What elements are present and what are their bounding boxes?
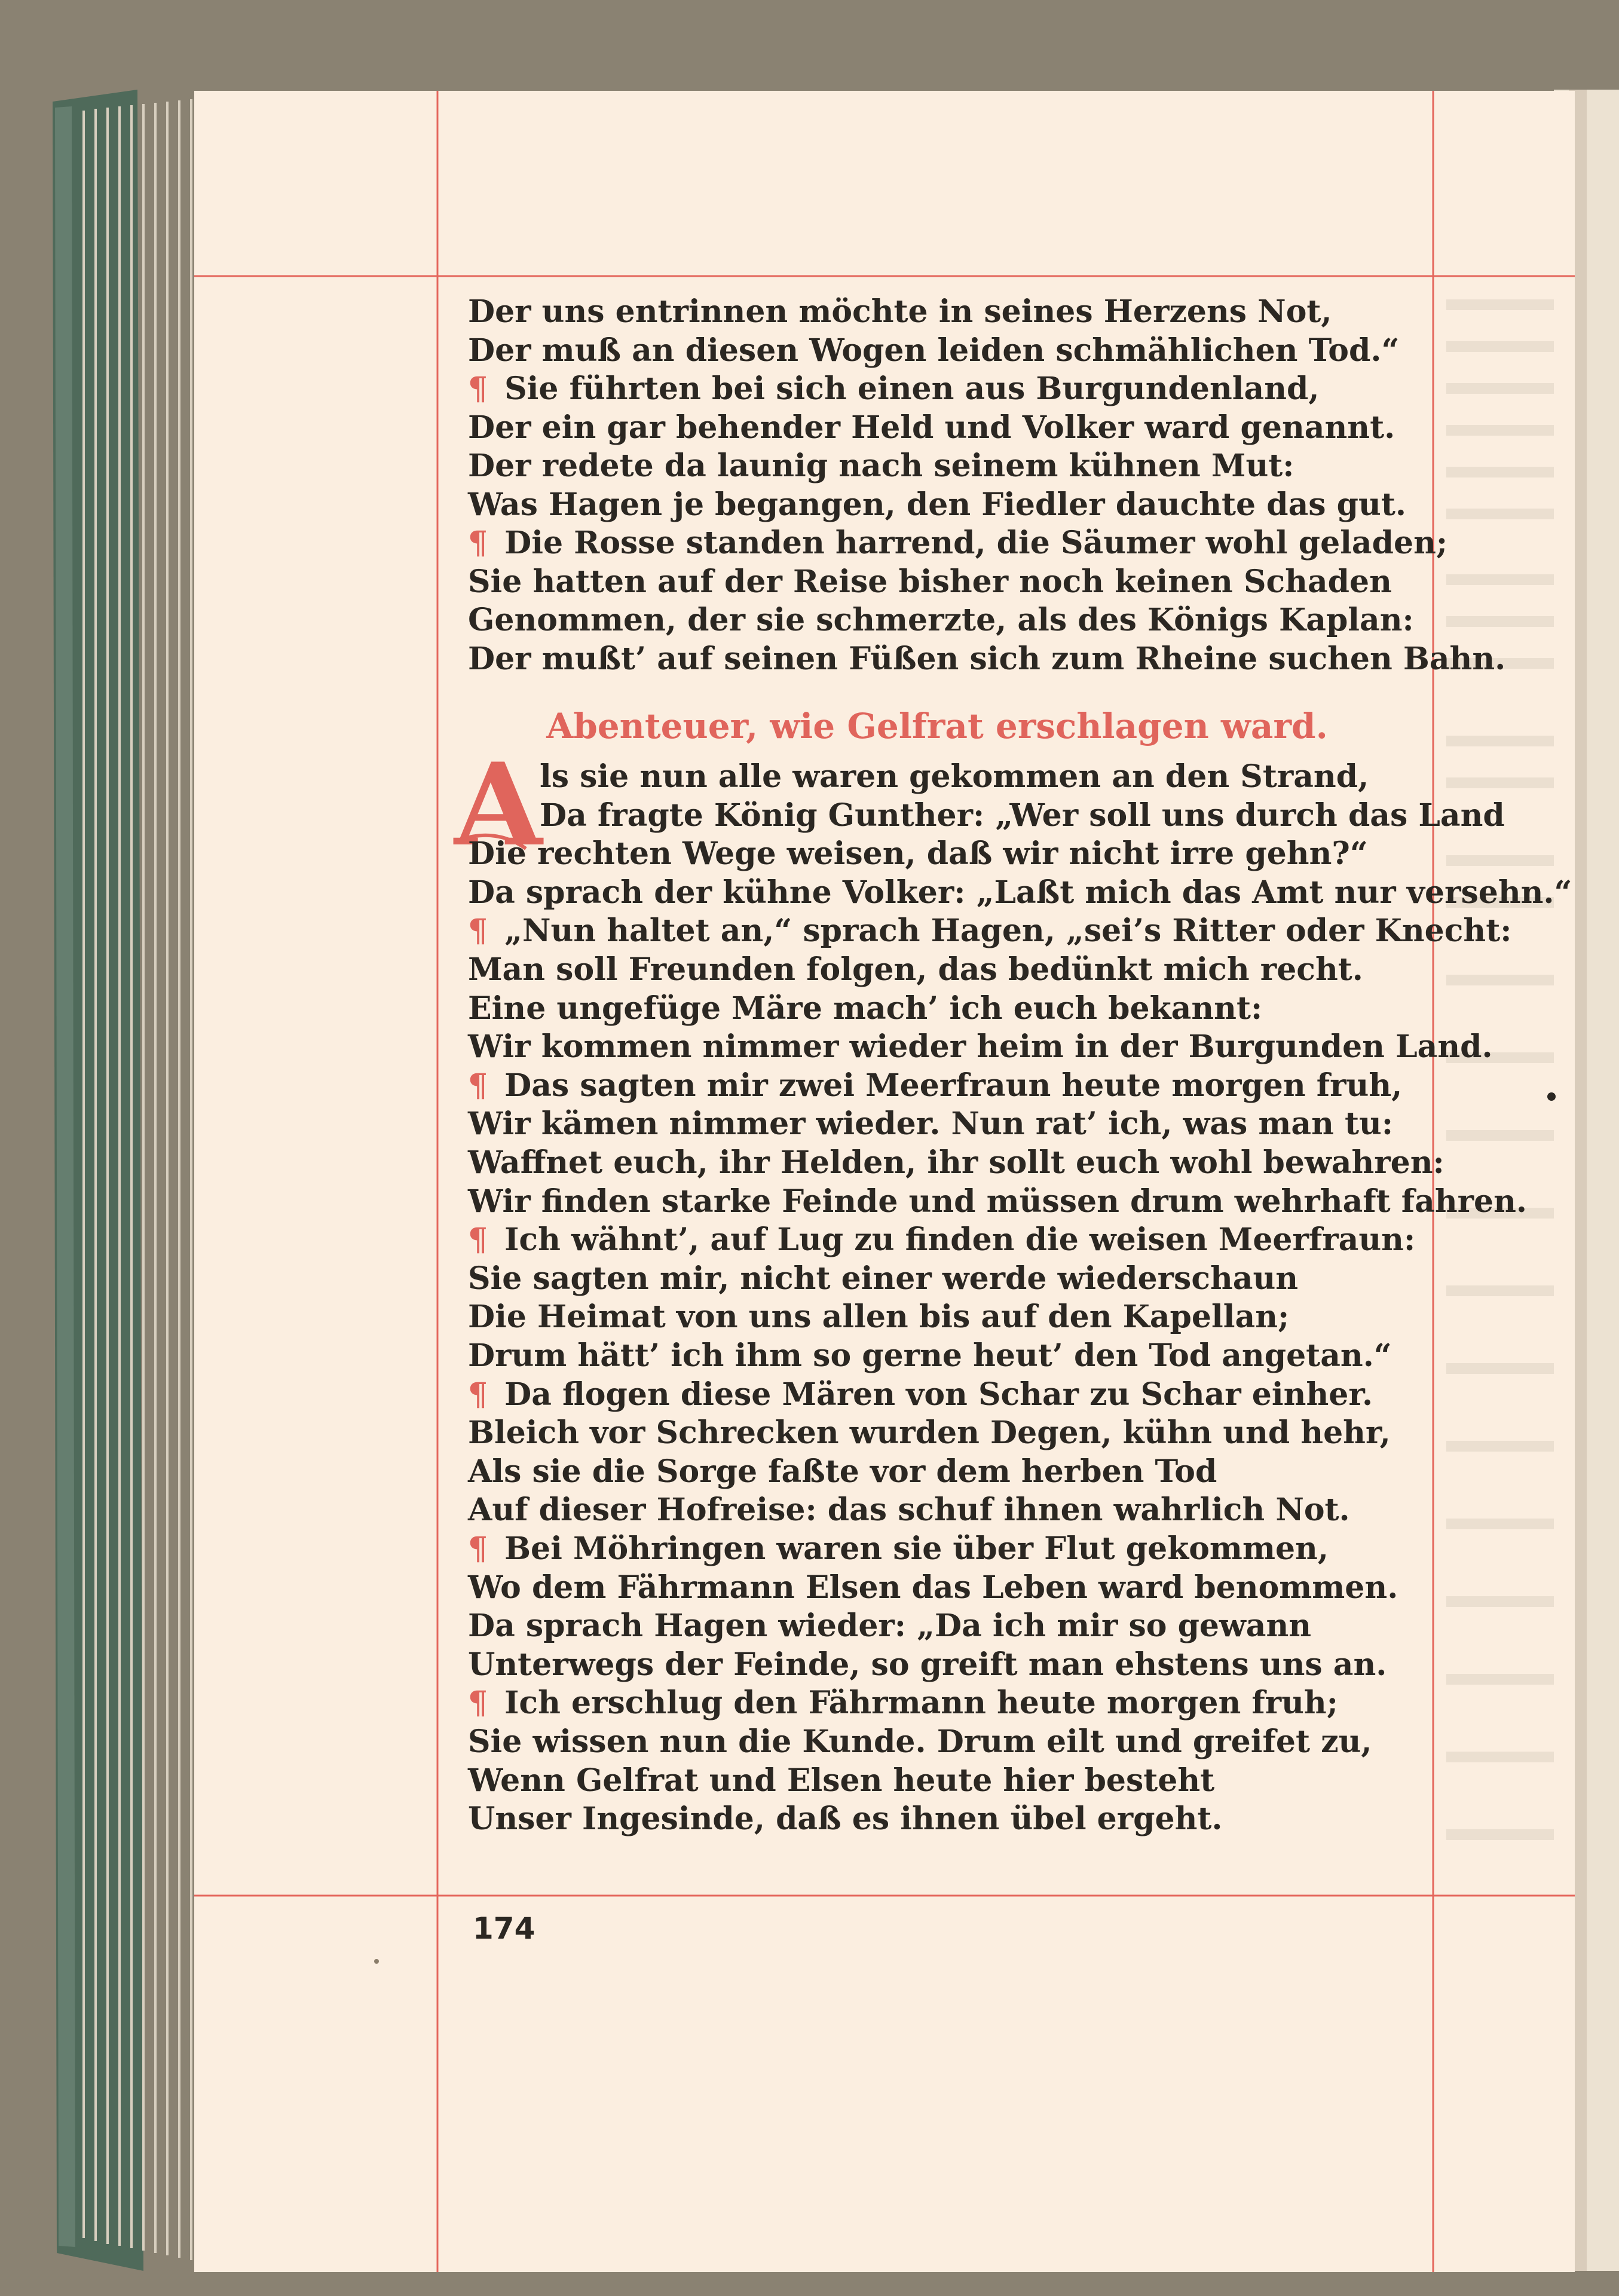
verse-line <box>468 1800 1454 1838</box>
verse-line <box>468 563 1454 601</box>
verse-text: Sie führten bei sich einen aus Burgundenland, <box>504 371 1320 407</box>
verse-line <box>468 1105 1454 1143</box>
verse-line <box>468 951 1454 989</box>
verse-text: Sie wissen nun die Kunde. Drum eilt und greifet zu, <box>468 1723 1372 1760</box>
verse-line <box>468 1607 1454 1645</box>
verse-line <box>468 409 1454 447</box>
verse-text: Auf dieser Hofreise: das schuf ihnen wahrlich Not. <box>468 1492 1350 1529</box>
verse-text: Bei Möhringen waren sie über Flut gekommen, <box>504 1530 1329 1567</box>
paragraph-mark-icon: ¶ <box>468 525 488 561</box>
verse-line <box>468 1337 1454 1375</box>
verse-line <box>468 1453 1454 1491</box>
verse-text: Der mußt’ auf seinen Füßen sich zum Rheine suchen Bahn. <box>468 640 1506 677</box>
verse-text: Die Rosse standen harrend, die Säumer wohl geladen; <box>504 525 1448 561</box>
verse-line <box>468 1646 1454 1684</box>
verse-text: ls sie nun alle waren gekommen an den Strand, <box>540 758 1369 795</box>
verse-line <box>468 1530 1454 1568</box>
verse-line <box>468 1183 1528 1221</box>
paragraph-mark-icon: ¶ <box>468 371 488 407</box>
verse-line <box>468 1569 1454 1607</box>
verse-text: Eine ungefüge Märe mach’ ich euch bekannt: <box>468 990 1263 1027</box>
verse-text: Ich erschlug den Fährmann heute morgen fruh; <box>504 1685 1338 1722</box>
verse-line <box>468 1221 1454 1259</box>
chapter-heading: Abenteuer, wie Gelfrat erschlagen ward. <box>546 706 1328 746</box>
verse-line <box>468 1414 1454 1452</box>
verse-line <box>468 912 1512 950</box>
verse-text: Der redete da launig nach seinem kühnen Mut: <box>468 448 1294 484</box>
verse-text: Da sprach Hagen wieder: „Da ich mir so gewann <box>468 1608 1312 1645</box>
verse-line <box>468 640 1506 678</box>
verse-text: Der ein gar behender Held und Volker ward genannt. <box>468 409 1395 446</box>
verse-line <box>468 447 1454 485</box>
verse-line <box>468 1298 1454 1336</box>
verse-text: Drum hätt’ ich ihm so gerne heut’ den Tod angetan.“ <box>468 1337 1392 1374</box>
verse-line <box>468 1684 1454 1722</box>
verse-text: Die rechten Wege weisen, daß wir nicht irre gehn?“ <box>468 835 1368 873</box>
verse-line <box>468 990 1454 1028</box>
verse-line <box>468 1260 1454 1298</box>
verse-line <box>468 524 1454 562</box>
verse-line <box>468 1067 1454 1105</box>
paragraph-mark-icon: ¶ <box>468 1067 488 1104</box>
verse-line <box>468 293 1454 331</box>
verse-line <box>468 1491 1454 1529</box>
verse-text: Genommen, der sie schmerzte, als des Königs Kaplan: <box>468 602 1414 638</box>
initial-letter: A <box>454 738 543 871</box>
paragraph-mark-icon: ¶ <box>468 1222 488 1259</box>
verse-text: Was Hagen je begangen, den Fiedler dauchte das gut. <box>468 486 1406 523</box>
verse-text: Der muß an diesen Wogen leiden schmählichen Tod.“ <box>468 332 1400 369</box>
verse-text: Wir finden starke Feinde und müssen drum wehrhaft fahren. <box>468 1183 1528 1220</box>
verse-text: Der uns entrinnen möchte in seines Herzens Not, <box>468 293 1332 330</box>
verse-line <box>468 601 1454 639</box>
verse-line <box>468 874 1572 912</box>
verse-text: Man soll Freunden folgen, das bedünkt mich recht. <box>468 951 1363 988</box>
verse-text: Unterwegs der Feinde, so greift man ehstens uns an. <box>468 1646 1387 1683</box>
verse-text: Unser Ingesinde, daß es ihnen übel ergeht. <box>468 1801 1223 1838</box>
verse-text: Da fragte König Gunther: „Wer soll uns durch das Land <box>540 797 1505 834</box>
verse-text: Sie sagten mir, nicht einer werde wiederschaun <box>468 1260 1299 1297</box>
verse-line <box>468 332 1454 370</box>
verse-line <box>540 797 1526 835</box>
paragraph-mark-icon: ¶ <box>468 913 488 950</box>
verse-text: Ich wähnt’, auf Lug zu finden die weisen Meerfraun: <box>504 1222 1416 1259</box>
verse-line <box>468 1762 1454 1800</box>
verse-text: Das sagten mir zwei Meerfraun heute morgen fruh, <box>504 1067 1403 1104</box>
paragraph-mark-icon: ¶ <box>468 1685 488 1722</box>
verse-text: Da sprach der kühne Volker: „Laßt mich das Amt nur versehn.“ <box>468 874 1572 911</box>
verse-line <box>468 1028 1493 1066</box>
verse-text: Wir kommen nimmer wieder heim in der Burgunden Land. <box>468 1028 1493 1066</box>
verse-text: „Nun haltet an,“ sprach Hagen, „sei’s Ritter oder Knecht: <box>504 913 1512 950</box>
verse-text: Wenn Gelfrat und Elsen heute hier besteht <box>468 1762 1215 1799</box>
verse-line <box>468 1723 1454 1761</box>
verse-text: Die Heimat von uns allen bis auf den Kapellan; <box>468 1299 1290 1336</box>
verse-text: Da flogen diese Mären von Schar zu Schar einher. <box>504 1376 1373 1413</box>
paragraph-mark-icon: ¶ <box>468 1376 488 1413</box>
verse-text: Wir kämen nimmer wieder. Nun rat’ ich, was man tu: <box>468 1106 1394 1143</box>
verse-line <box>468 370 1454 408</box>
verse-line <box>468 486 1454 524</box>
verse-line <box>468 1376 1454 1414</box>
verse-line <box>540 758 1526 796</box>
verse-text: Bleich vor Schrecken wurden Degen, kühn und hehr, <box>468 1415 1391 1452</box>
verse-text: Sie hatten auf der Reise bisher noch keinen Schaden <box>468 563 1392 600</box>
verse-line <box>468 835 1454 873</box>
verse-line <box>468 1144 1454 1182</box>
verse-text: Als sie die Sorge faßte vor dem herben Tod <box>468 1453 1217 1490</box>
verse-text: Waffnet euch, ihr Helden, ihr sollt euch wohl bewahren: <box>468 1144 1444 1181</box>
paragraph-mark-icon: ¶ <box>468 1530 488 1567</box>
page-number: 174 <box>473 1911 535 1946</box>
verse-text: Wo dem Fährmann Elsen das Leben ward benommen. <box>468 1569 1398 1606</box>
